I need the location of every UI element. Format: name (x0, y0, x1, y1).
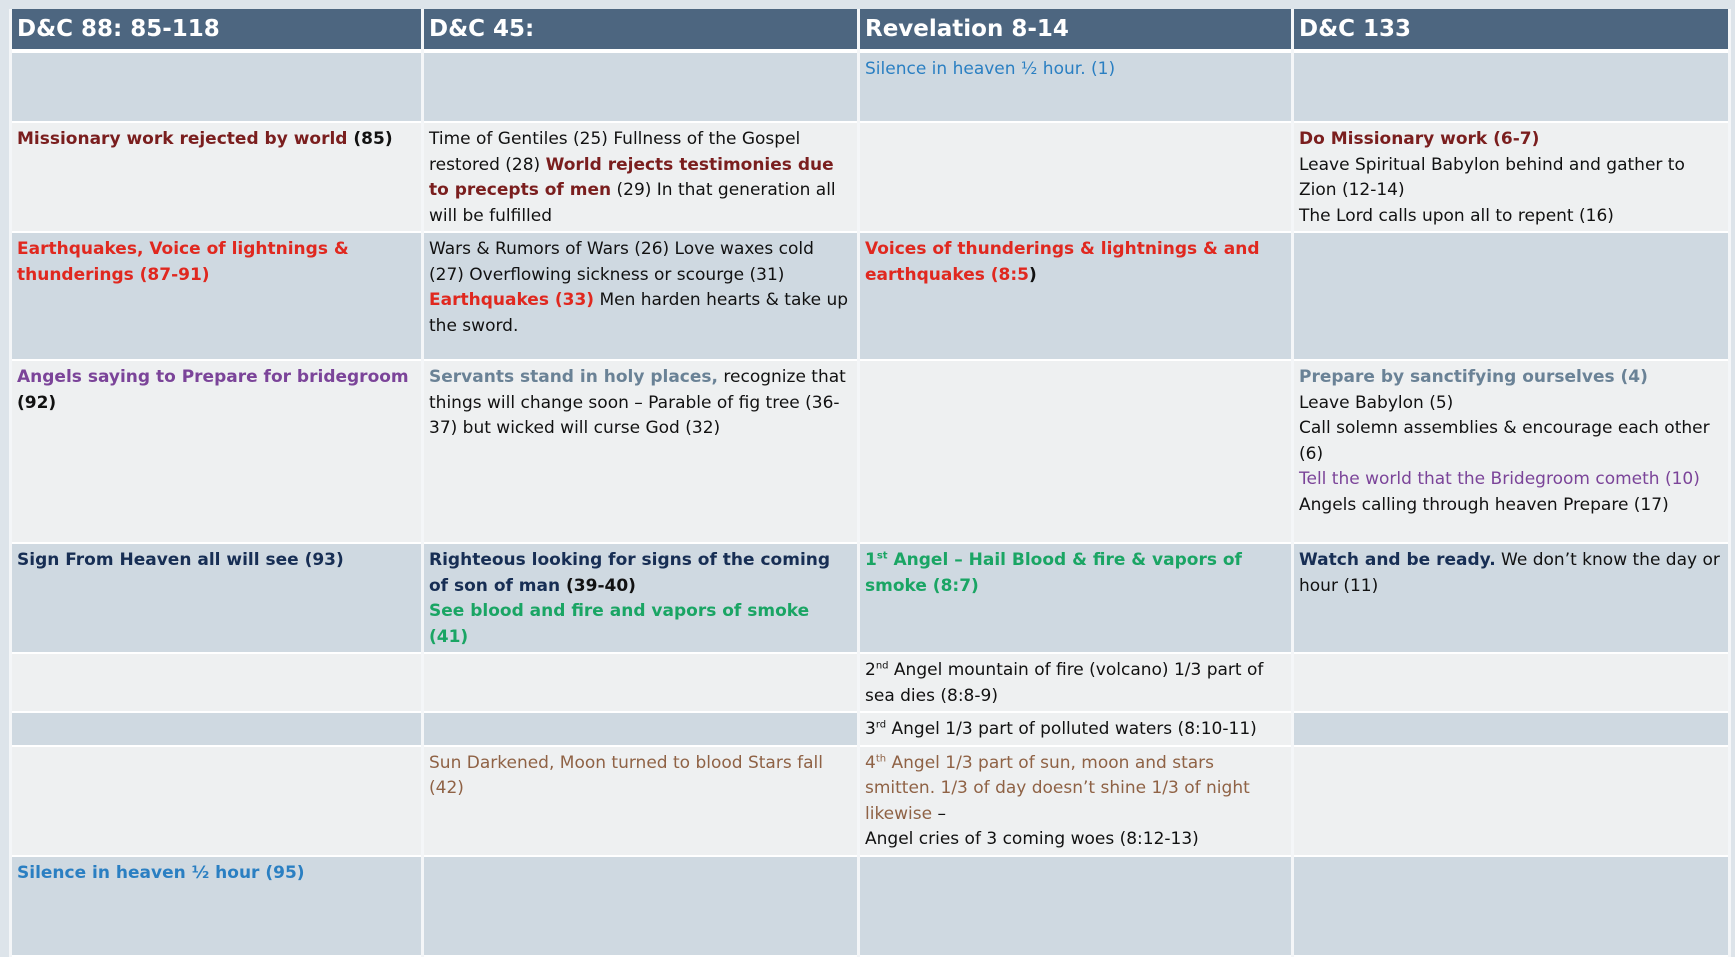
table-cell (424, 361, 857, 544)
table-row (12, 654, 1728, 713)
cell-ref: (85) (347, 129, 393, 149)
header-revelation: Revelation 8-14 (860, 9, 1291, 53)
table-cell (12, 713, 421, 747)
cell-text: Sign From Heaven all will see (93) (17, 550, 344, 570)
table-cell (424, 233, 857, 361)
table-cell (424, 654, 857, 713)
cell-highlight: Watch and be ready. (1299, 550, 1496, 570)
cell-ref: (39-40) (560, 575, 636, 596)
table-row (12, 544, 1728, 654)
header-row (12, 9, 1728, 53)
ordinal-number: 3 (865, 719, 876, 739)
table-row (12, 713, 1728, 747)
cell-text: Men harden hearts & take up the sword. (429, 290, 849, 336)
cell-highlight: World rejects testimonies due to precepts of men (429, 154, 834, 200)
cell-ref: (92) (17, 392, 57, 413)
cell-line: Angels calling through heaven Prepare (17) (1299, 494, 1669, 515)
table-cell (12, 361, 421, 544)
ordinal-number: 1 (865, 550, 877, 570)
table-cell (424, 123, 857, 233)
table-cell (424, 544, 857, 654)
cell-line: Tell the world that the Bridegroom cometh (10) (1299, 469, 1700, 489)
ordinal-suffix: rd (875, 719, 887, 731)
table-cell (424, 857, 857, 957)
cell-text: Earthquakes, Voice of lightnings & thunderings (87-91) (17, 239, 349, 285)
table-cell (1294, 123, 1728, 233)
table-cell (860, 361, 1291, 544)
cell-text: Voices of thunderings & lightnings & and earthquakes (8:5 (865, 239, 1260, 285)
cell-text: Wars & Rumors of Wars (26) Love waxes cold (27) Overflowing sickness or scourge (31) (429, 239, 814, 285)
table-cell (1294, 713, 1728, 747)
cell-text: Angel – Hail Blood & fire & vapors of smoke (8:7) (865, 550, 1242, 596)
cell-text: ) (1029, 264, 1037, 285)
header-dc133: D&C 133 (1294, 9, 1728, 53)
table-cell (424, 53, 857, 123)
cell-text: Righteous looking for signs of the coming of son of man (429, 550, 831, 596)
cell-line: See blood and fire and vapors of smoke (41) (429, 601, 810, 647)
cell-highlight: Servants stand in holy places, (429, 367, 718, 387)
table-cell (12, 53, 421, 123)
cell-text: Angels saying to Prepare for bridegroom (17, 367, 409, 387)
cell-line: Angel cries of 3 coming woes (8:12-13) (865, 829, 1199, 849)
cell-text: – (932, 803, 946, 824)
table-cell (12, 857, 421, 957)
table-row (12, 361, 1728, 544)
cell-text: Silence in heaven ½ hour. (1) (865, 59, 1116, 79)
table-cell (12, 233, 421, 361)
cell-text: Angel 1/3 part of polluted waters (8:10-11) (886, 719, 1257, 739)
header-dc45: D&C 45: (424, 9, 857, 53)
table-row (12, 233, 1728, 361)
table-row (12, 857, 1728, 957)
table-row (12, 747, 1728, 857)
table-cell (12, 544, 421, 654)
cell-line: Call solemn assemblies & encourage each other (6) (1299, 418, 1710, 464)
table-cell (860, 857, 1291, 957)
comparison-table (9, 9, 1731, 957)
cell-highlight: Earthquakes (33) (429, 290, 595, 310)
cell-text: recognize that things will change soon – Parable of fig tree (36-37) but wicked will curse God (32) (429, 367, 846, 438)
cell-text: Angel 1/3 part of sun, moon and stars smitten. 1/3 of day doesn’t shine 1/3 of night likewise (865, 752, 1250, 824)
cell-text: Time of Gentiles (25) Fullness of the Gospel restored (28) (429, 129, 801, 175)
cell-text: Silence in heaven ½ hour (95) (17, 862, 305, 883)
table-cell (424, 747, 857, 857)
table-cell (860, 747, 1291, 857)
ordinal-suffix: nd (875, 660, 889, 672)
table-cell (1294, 654, 1728, 713)
cell-line: The Lord calls upon all to repent (16) (1299, 205, 1614, 226)
cell-text: Sun Darkened, Moon turned to blood Stars fall (42) (429, 752, 823, 798)
ordinal-number: 2 (865, 660, 876, 680)
table-cell (860, 123, 1291, 233)
table-cell (860, 654, 1291, 713)
table-cell (12, 747, 421, 857)
table-cell (1294, 857, 1728, 957)
ordinal-suffix: th (875, 752, 887, 764)
cell-text: Missionary work rejected by world (17, 129, 348, 149)
table-cell (860, 713, 1291, 747)
table-cell (1294, 53, 1728, 123)
cell-line: Prepare by sanctifying ourselves (4) (1299, 367, 1648, 387)
table-row (12, 123, 1728, 233)
header-dc88: D&C 88: 85-118 (12, 9, 421, 53)
cell-text: (29) In that generation all will be fulfilled (429, 180, 836, 226)
cell-line: Leave Babylon (5) (1299, 392, 1454, 413)
table-cell (1294, 747, 1728, 857)
ordinal-number: 4 (865, 752, 876, 773)
table-cell (1294, 544, 1728, 654)
table-cell (1294, 361, 1728, 544)
table-cell (1294, 233, 1728, 361)
table-cell (12, 123, 421, 233)
table-row (12, 53, 1728, 123)
table-cell (860, 233, 1291, 361)
cell-line: Do Missionary work (6-7) (1299, 129, 1540, 149)
ordinal-suffix: st (876, 550, 888, 562)
table-cell (860, 544, 1291, 654)
table-cell (424, 713, 857, 747)
table-cell (860, 53, 1291, 123)
cell-text: Angel mountain of fire (volcano) 1/3 part of sea dies (8:8-9) (865, 660, 1264, 706)
table-cell (12, 654, 421, 713)
cell-text: We don’t know the day or hour (11) (1299, 550, 1720, 596)
cell-line: Leave Spiritual Babylon behind and gather to Zion (12-14) (1299, 154, 1685, 200)
